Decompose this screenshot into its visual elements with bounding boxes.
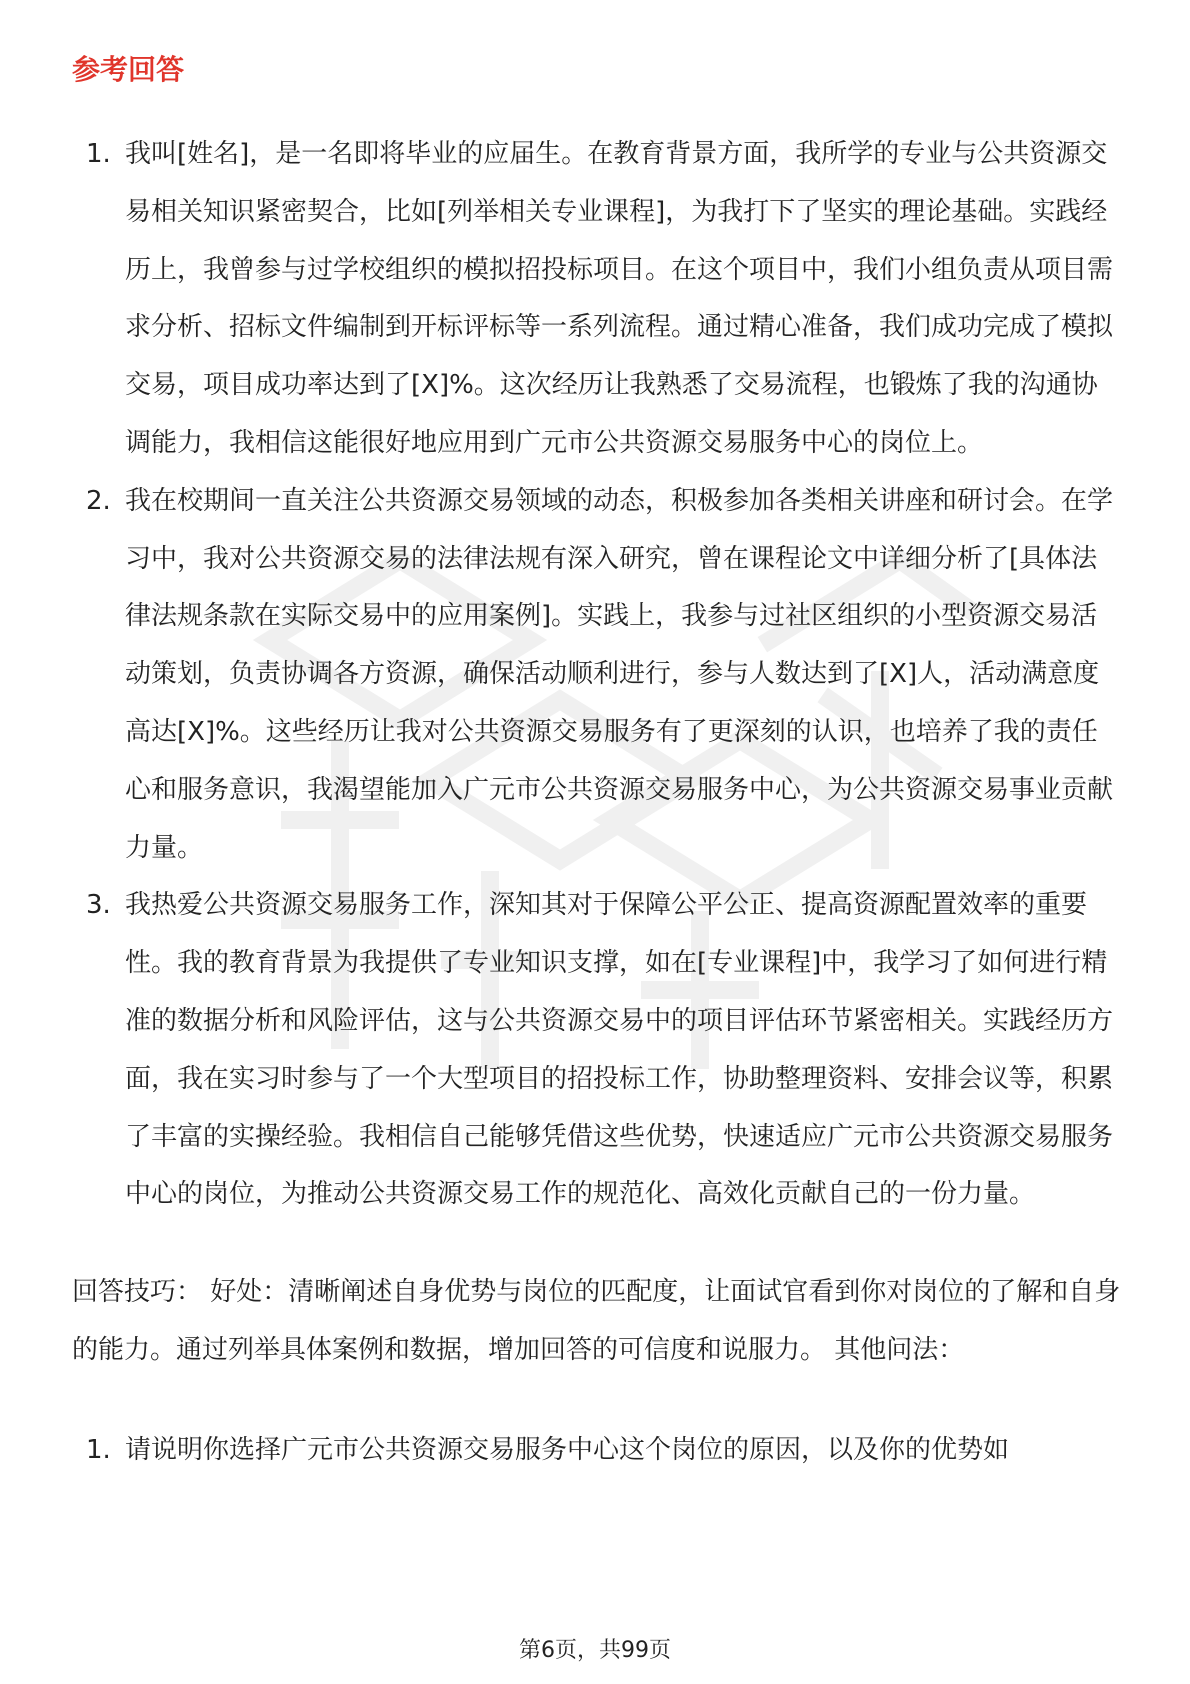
answer-list (72, 126, 1122, 1224)
section-title: 参考回答 (72, 53, 185, 86)
list-item-text: 我叫[姓名]，是一名即将毕业的应届生。在教育背景方面，我所学的专业与公共资源交易相关知识紧密契合，比如[列举相关专业课程]，为我打下了坚实的理论基础。实践经历上，我曾参与过学校组织的模拟招投标项目。在这个项目中，我们小组负责从项目需求分析、招标文件编制到开标评标等一系列流程。通过精心准备，我们成功完成了模拟交易，项目成功率达到了[X]%。这次经历让我熟悉了交易流程，也锻炼了我的沟通协调能力，我相信这能很好地应用到广元市公共资源交易服务中心的岗位上。 (125, 139, 1114, 458)
list-item (72, 877, 1122, 1224)
list-item-number: 3. (86, 890, 111, 921)
list-item-number: 1. (86, 139, 111, 169)
list-item-text: 请说明你选择广元市公共资源交易服务中心这个岗位的原因，以及你的优势如 (125, 1434, 1010, 1465)
list-item-number: 1. (86, 1434, 111, 1465)
list-item-number: 2. (86, 485, 111, 516)
list-item (72, 126, 1122, 473)
page-content (72, 50, 1122, 1480)
list-item (72, 1422, 1122, 1480)
other-questions-list (72, 1422, 1122, 1480)
list-item-text: 我在校期间一直关注公共资源交易领域的动态，积极参加各类相关讲座和研讨会。在学习中，我对公共资源交易的法律法规有深入研究，曾在课程论文中详细分析了[具体法律法规条款在实际交易中的应用案例]。实践上，我参与过社区组织的小型资源交易活动策划，负责协调各方资源，确保活动顺利进行，参与人数达到了[X]人，活动满意度高达[X]%。这些经历让我对公共资源交易服务有了更深刻的认识，也培养了我的责任心和服务意识，我渴望能加入广元市公共资源交易服务中心，为公共资源交易事业贡献力量。 (125, 485, 1114, 863)
page-number: 第6页，共99页 (519, 1638, 671, 1663)
list-item (72, 473, 1122, 878)
list-item-text: 我热爱公共资源交易服务工作，深知其对于保障公平公正、提高资源配置效率的重要性。我的教育背景为我提供了专业知识支撑，如在[专业课程]中，我学习了如何进行精准的数据分析和风险评估，这与公共资源交易中的项目评估环节紧密相关。实践经历方面，我在实习时参与了一个大型项目的招投标工作，协助整理资料、安排会议等，积累了丰富的实操经验。我相信自己能够凭借这些优势，快速适应广元市公共资源交易服务中心的岗位，为推动公共资源交易工作的规范化、高效化贡献自己的一份力量。 (125, 890, 1114, 1210)
answer-tips: 回答技巧： 好处：清晰阐述自身优势与岗位的匹配度，让面试官看到你对岗位的了解和自身的能力。通过列举具体案例和数据，增加回答的可信度和说服力。 其他问法： (72, 1277, 1121, 1365)
